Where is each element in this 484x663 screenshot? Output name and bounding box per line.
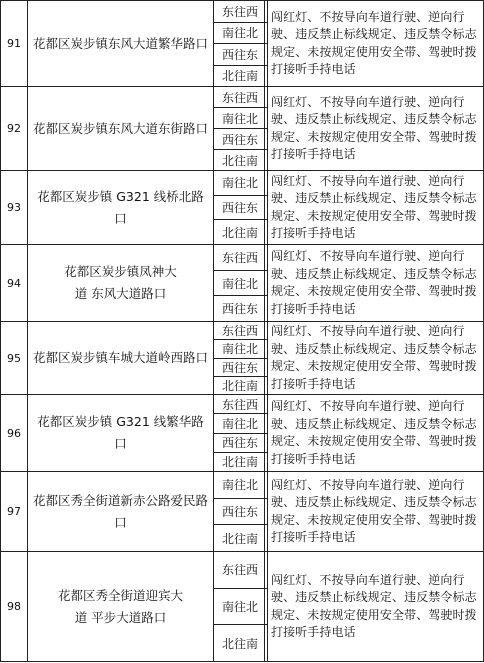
violation-types: 闯红灯、不按导向车道行驶、逆向行驶、违反禁止标线规定、违反禁令标志规定、未按规定使用安全带、驾驶时拨打接听手持电话 <box>271 477 477 544</box>
row-number: 95 <box>1 322 28 394</box>
direction-list <box>214 395 268 471</box>
direction-cell: 西往东 <box>214 359 267 377</box>
intersection-name: 花都区炭步镇 G321 线繁华路口 <box>28 395 214 471</box>
table-row <box>0 1 484 87</box>
table-row <box>0 322 484 395</box>
direction-cell: 北往南 <box>214 150 267 170</box>
direction-cell: 东往西 <box>214 395 267 414</box>
direction-cell: 东往西 <box>214 1 267 23</box>
row-number: 98 <box>1 552 28 661</box>
table-row <box>0 552 484 662</box>
table-row <box>0 171 484 245</box>
violation-types: 闯红灯、不按导向车道行驶、逆向行驶、违反禁止标线规定、违反禁令标志规定、未按规定使用安全带、驾驶时拨打接听手持电话 <box>271 324 477 391</box>
direction-cell: 东往西 <box>214 245 267 271</box>
direction-list <box>214 322 268 394</box>
table-row <box>0 472 484 552</box>
direction-cell: 东往西 <box>214 322 267 340</box>
direction-list <box>214 245 268 321</box>
direction-cell: 西往东 <box>214 44 267 66</box>
intersection-name: 花都区炭步镇凤神大道 东风大道路口 <box>28 245 214 321</box>
violation-types: 闯红灯、不按导向车道行驶、逆向行驶、违反禁止标线规定、违反禁令标志规定、未按规定使用安全带、驾驶时拨打接听手持电话 <box>271 572 477 639</box>
violation-types: 闯红灯、不按导向车道行驶、逆向行驶、违反禁止标线规定、违反禁令标志规定、未按规定使用安全带、驾驶时拨打接听手持电话 <box>271 9 477 76</box>
direction-list <box>214 87 268 170</box>
intersection-name: 花都区炭步镇车城大道岭西路口 <box>28 322 214 394</box>
intersection-name: 花都区秀全街道新赤公路爱民路口 <box>28 472 214 551</box>
row-number: 93 <box>1 171 28 244</box>
direction-cell: 南往北 <box>214 340 267 358</box>
direction-cell: 北往南 <box>214 66 267 87</box>
direction-cell: 南往北 <box>214 589 267 626</box>
direction-cell: 西往东 <box>214 129 267 150</box>
violation-types: 闯红灯、不按导向车道行驶、逆向行驶、违反禁止标线规定、违反禁令标志规定、未按规定使用安全带、驾驶时拨打接听手持电话 <box>271 173 477 240</box>
row-number: 92 <box>1 87 28 170</box>
direction-cell: 南往北 <box>214 171 267 196</box>
intersection-name: 花都区秀全街道迎宾大道 平步大道路口 <box>28 552 214 661</box>
row-number: 94 <box>1 245 28 321</box>
direction-list <box>214 552 268 661</box>
table-row <box>0 87 484 171</box>
direction-list <box>214 171 268 244</box>
row-number: 97 <box>1 472 28 551</box>
direction-cell: 北往南 <box>214 625 267 661</box>
direction-cell: 西往东 <box>214 196 267 221</box>
intersection-name: 花都区炭步镇东风大道繁华路口 <box>28 1 214 86</box>
direction-list <box>214 472 268 551</box>
direction-cell: 南往北 <box>214 472 267 499</box>
direction-cell: 南往北 <box>214 414 267 433</box>
direction-list <box>214 1 268 86</box>
direction-cell: 西往东 <box>214 296 267 321</box>
direction-cell: 南往北 <box>214 23 267 45</box>
direction-cell: 西往东 <box>214 434 267 453</box>
direction-cell: 东往西 <box>214 552 267 589</box>
violation-types: 闯红灯、不按导向车道行驶、逆向行驶、违反禁止标线规定、违反禁令标志规定、未按规定使用安全带、驾驶时拨打接听手持电话 <box>271 399 477 466</box>
direction-cell: 北往南 <box>214 525 267 551</box>
table-row <box>0 245 484 322</box>
intersection-name: 花都区炭步镇 G321 线桥北路口 <box>28 171 214 244</box>
direction-cell: 东往西 <box>214 87 267 108</box>
direction-cell: 北往南 <box>214 453 267 471</box>
intersection-name: 花都区炭步镇东风大道东街路口 <box>28 87 214 170</box>
violation-types: 闯红灯、不按导向车道行驶、逆向行驶、违反禁止标线规定、违反禁令标志规定、未按规定使用安全带、驾驶时拨打接听手持电话 <box>271 94 477 161</box>
row-number: 91 <box>1 1 28 86</box>
violation-types: 闯红灯、不按导向车道行驶、逆向行驶、违反禁止标线规定、违反禁令标志规定、未按规定使用安全带、驾驶时拨打接听手持电话 <box>271 249 477 316</box>
direction-cell: 西往东 <box>214 499 267 526</box>
direction-cell: 北往南 <box>214 220 267 244</box>
table-row <box>0 395 484 472</box>
direction-cell: 南往北 <box>214 108 267 129</box>
row-number: 96 <box>1 395 28 471</box>
direction-cell: 南往北 <box>214 271 267 297</box>
direction-cell: 北往南 <box>214 377 267 394</box>
